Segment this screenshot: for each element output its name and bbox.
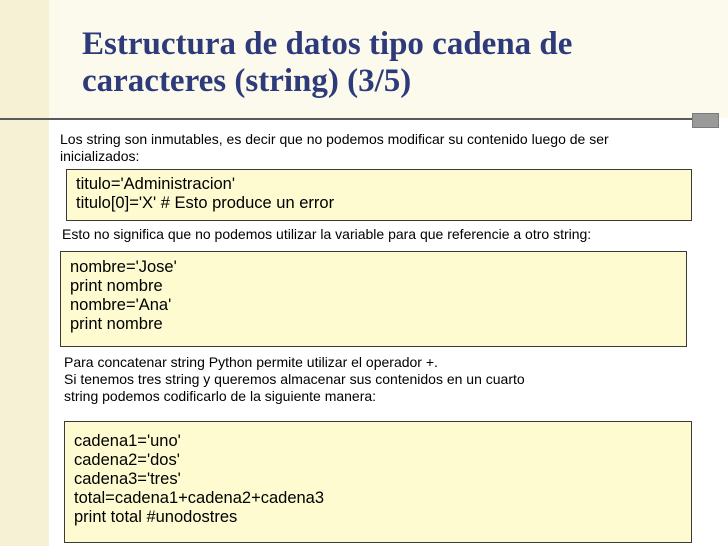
- code-block-1: [66, 169, 692, 221]
- code-line: total=cadena1+cadena2+cadena3: [74, 489, 325, 507]
- code-line: print nombre: [70, 315, 163, 333]
- code-line: print total #unodostres: [74, 508, 238, 526]
- left-accent-bar-top: [0, 0, 49, 118]
- concat-line: Si tenemos tres string y queremos almacenar sus contenidos en un cuarto: [64, 371, 525, 387]
- left-accent-bar: [0, 118, 49, 546]
- concat-text: [64, 354, 684, 405]
- concat-line: Para concatenar string Python permite utilizar el operador +.: [64, 354, 438, 370]
- code-line: titulo[0]='X' # Esto produce un error: [76, 194, 335, 212]
- concat-line: string podemos codificarlo de la siguiente manera:: [64, 388, 377, 404]
- note-text: Esto no significa que no podemos utilizar la variable para que referencie a otro string:: [62, 226, 592, 242]
- title-divider: [0, 118, 692, 120]
- code-line: cadena3='tres': [74, 470, 181, 488]
- intro-text: Los string son inmutables, es decir que no podemos modificar su contenido luego de ser inicializados:: [60, 131, 609, 164]
- slide-title: Estructura de datos tipo cadena de caracteres (string) (3/5): [82, 26, 573, 99]
- code-line: cadena1='uno': [74, 432, 181, 450]
- divider-end-box: [692, 113, 719, 128]
- code-line: nombre='Jose': [70, 258, 177, 276]
- code-line: titulo='Administracion': [76, 175, 235, 193]
- code-block-2: [60, 251, 687, 347]
- code-line: nombre='Ana': [70, 296, 172, 314]
- code-line: print nombre: [70, 277, 163, 295]
- code-block-3: [64, 421, 692, 543]
- code-line: cadena2='dos': [74, 451, 180, 469]
